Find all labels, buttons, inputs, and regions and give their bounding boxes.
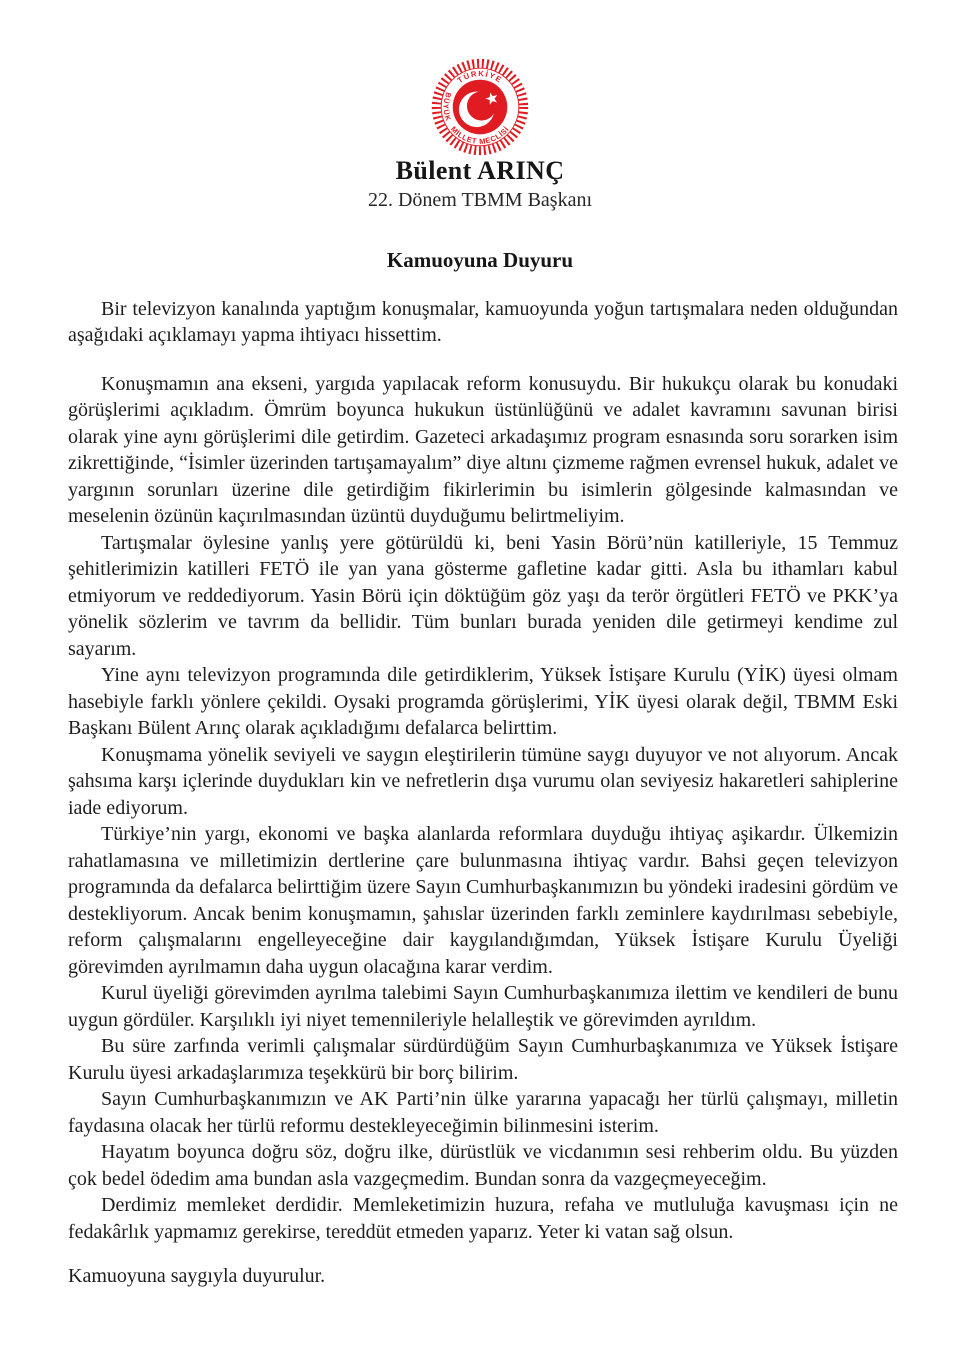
body-paragraph: Türkiye’nin yargı, ekonomi ve başka alanlarda reformlara duyduğu ihtiyaç aşikardır. Ülkemizin rahatlamasına ve milletimizin dertlerine çare bulunmasına ihtiyaç vardır. Bahsi geçen televizyon programında da defalarca belirttiğim üzere Sayın Cumhurbaşkanımızın bu yöndeki iradesini gördüm ve destekliyorum. Ancak benim konuşmamın, şahıslar üzerinden farklı zeminlere kaydırılması sebebiyle, reform çalışmalarını engelleyeceğine dair kaygılandığımdan, Yüksek İstişare Kurulu Üyeliği görevimden ayrılmamın daha uygun olacağına karar verdim. <box>68 823 898 978</box>
body-paragraph: Derdimiz memleket derdidir. Memleketimizin huzura, refaha ve mutluluğa kavuşması için ne fedakârlık yapmamız gerekirse, tereddüt etmeden yaparız. Yeter ki vatan sağ olsun. <box>68 1194 898 1243</box>
body-paragraph: Kurul üyeliği görevimden ayrılma talebimi Sayın Cumhurbaşkanımıza ilettim ve kendileri de bunu uygun gördüler. Karşılıklı iyi niyet temennileriyle helalleştik ve görevimden ayrıldım. <box>68 982 898 1031</box>
body-paragraph: Sayın Cumhurbaşkanımızın ve AK Parti’nin ülke yararına yapacağı her türlü çalışmayı, milletin faydasına olacak her türlü reformu destekleyeceğimin bilinmesini isterim. <box>68 1088 898 1137</box>
document-body <box>0 272 960 1290</box>
body-paragraph: Bir televizyon kanalında yaptığım konuşmalar, kamuoyunda yoğun tartışmalara neden olduğundan aşağıdaki açıklamayı yapma ihtiyacı hissettim. <box>68 297 898 347</box>
seal-text-left: BÜYÜK <box>441 91 454 123</box>
seal-text-bottom: MİLLET MECLİSİ <box>448 124 512 146</box>
svg-text:BÜYÜK <box>442 91 454 123</box>
closing-line: Kamuoyuna saygıyla duyurulur. <box>68 1265 326 1288</box>
document-title: Kamuoyuna Duyuru <box>386 247 574 272</box>
body-paragraph: Bu süre zarfında verimli çalışmalar sürdürdüğüm Sayın Cumhurbaşkanımıza ve Yüksek İstişare Kurulu üyesi arkadaşlarımıza teşekkürü bir borç bilirim. <box>68 1035 898 1084</box>
body-paragraph: Konuşmama yönelik seviyeli ve saygın eleştirilerin tümüne saygı duyuyor ve not alıyorum. Ancak şahsıma karşı içlerinde duydukları kin ve nefretlerin dışa vurumu olan seviyesiz hakaretleri sahiplerine iade ediyorum. <box>68 743 898 819</box>
body-paragraph: Konuşmamın ana ekseni, yargıda yapılacak reform konusuydu. Bir hukukçu olarak bu konudaki görüşlerimi açıkladım. Ömrüm boyunca hukukun üstünlüğünü ve adalet kavramını savunan birisi olarak yine aynı görüşlerimi dile getirdim. Gazeteci arkadaşımız program esnasında soru sorarken isim zikrettiğinde, “İsimler üzerinden tartışamayalım” diye altını çizmeme rağmen evrensel hukuk, adalet ve yargının sorunları üzerine dile getirdiğim fikirlerimin bu isimlerin gölgesinde kalmasından ve meselenin özünün kaçırılmasından üzüntü duyduğumu belirtmeliyim. <box>68 372 898 528</box>
tbmm-seal-icon <box>430 57 530 157</box>
body-paragraph: Tartışmalar öylesine yanlış yere götürüldü ki, beni Yasin Börü’nün katilleriyle, 15 Temmuz şehitlerimizin katilleri FETÖ ile yan yana gösterme gafletine kadar gitti. Asla bu ithamları kabul etmiyorum ve reddediyorum. Yasin Börü için döktüğüm göz yaşı da terör örgütleri FETÖ ve PKK’ya yönelik sözlerim ve tavrım da bellidir. Tüm bunları burada yeniden dile getirmeyi kendime zul sayarım. <box>68 531 898 660</box>
body-paragraph: Hayatım boyunca doğru söz, doğru ilke, dürüstlük ve vicdanımın sesi rehberim oldu. Bu yüzden çok bedel ödedim ama bundan asla vazgeçmedim. Bundan sonra da vazgeçmeyeceğim. <box>68 1141 898 1190</box>
author-title: 22. Dönem TBMM Başkanı <box>367 188 593 211</box>
seal-text-top: TÜRKİYE <box>455 68 505 86</box>
author-name: Bülent ARINÇ <box>395 156 565 185</box>
letterhead <box>0 0 960 211</box>
body-paragraph: Yine aynı televizyon programında dile getirdiklerim, Yüksek İstişare Kurulu (YİK) üyesi olmam hasebiyle farklı yönlere çekildi. Oysaki programda görüşlerimi, YİK üyesi olarak değil, TBMM Eski Başkanı Bülent Arınç olarak açıkladığımı defalarca belirttim. <box>68 664 898 740</box>
